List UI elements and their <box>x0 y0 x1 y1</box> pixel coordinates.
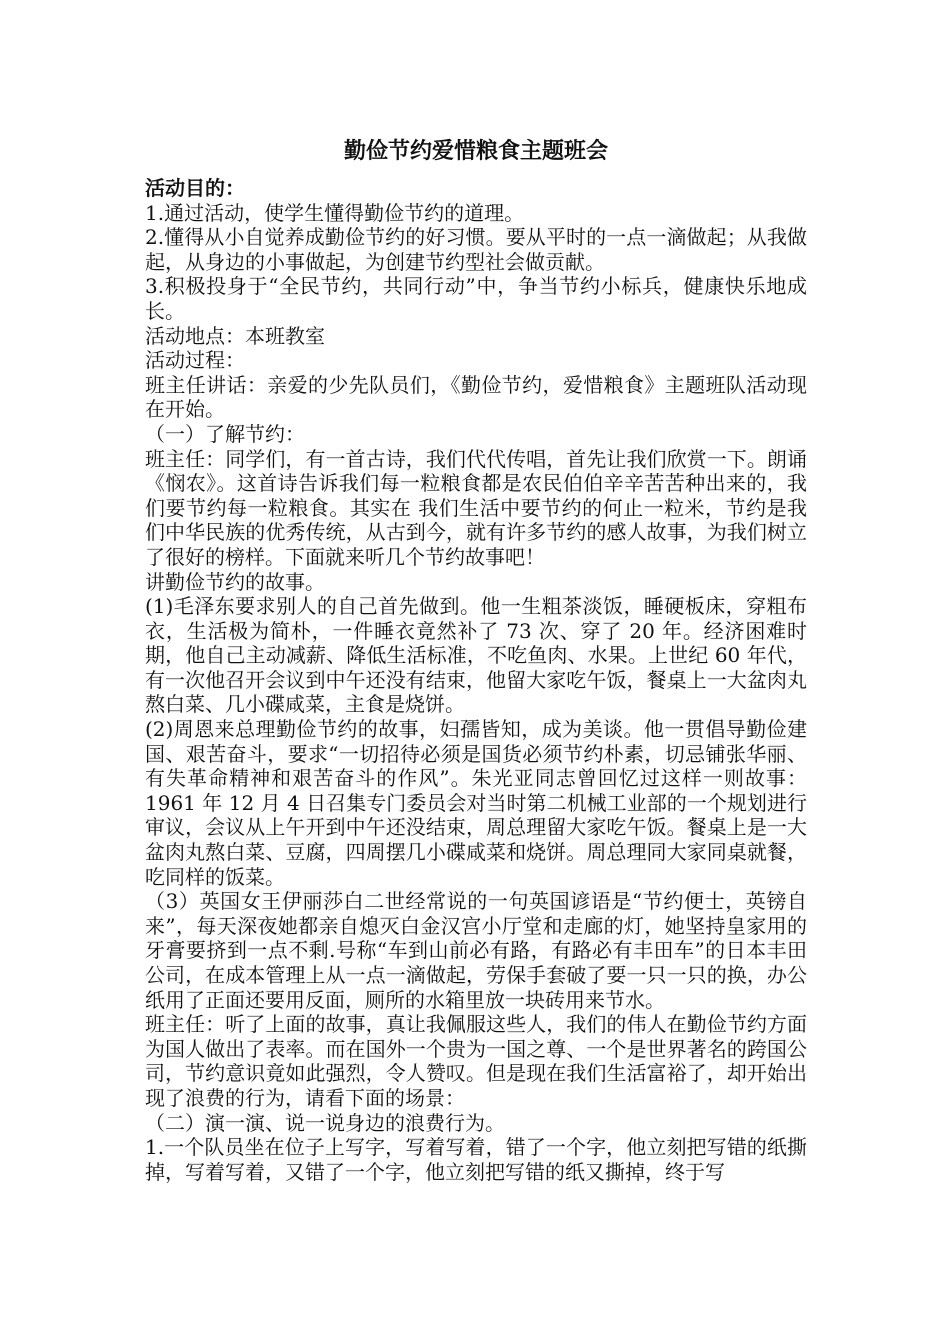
paragraph-story-1: (1)毛泽东要求别人的自己首先做到。他一生粗茶淡饭，睡硬板床，穿粗布衣，生活极为简朴，一件睡衣竟然补了 73 次、穿了 20 年。经济困难时期，他自己主动减薪、降低生活标准，不吃鱼肉、水果。上世纪 60 年代，有一次他召开会议到中午还没有结束，他留大家吃午饭，餐桌上一大盆肉丸熬白菜、几小碟咸菜，主食是烧饼。 <box>145 594 807 717</box>
paragraph-story-2: (2)周恩来总理勤俭节约的故事，妇孺皆知，成为美谈。他一贯倡导勤俭建国、艰苦奋斗，要求“一切招待必须是国货必须节约朴素，切忌铺张华丽、有失革命精神和艰苦奋斗的作风”。朱光亚同志曾回忆过这样一则故事：1961 年 12 月 4 日召集专门委员会对当时第二机械工业部的一个规划进行审议，会议从上午开到中午还没结束，周总理留大家吃午饭。餐桌上是一大盆肉丸熬白菜、豆腐，四周摆几小碟咸菜和烧饼。周总理同大家同桌就餐，吃同样的饭菜。 <box>145 717 807 889</box>
paragraph-purpose-2: 2.懂得从小自觉养成勤俭节约的好习惯。要从平时的一点一滴做起；从我做起，从身边的小事做起，为创建节约型社会做贡献。 <box>145 225 807 274</box>
paragraph-teacher-reflection: 班主任：听了上面的故事，真让我佩服这些人，我们的伟人在勤俭节约方面为国人做出了表率。而在国外一个贵为一国之尊、一个是世界著名的跨国公司，节约意识竟如此强烈，令人赞叹。但是现在我们生活富裕了，却开始出现了浪费的行为，请看下面的场景： <box>145 1012 807 1110</box>
paragraph-purpose-1: 1.通过活动，使学生懂得勤俭节约的道理。 <box>145 200 525 225</box>
paragraph-section-1-heading: （一）了解节约： <box>145 421 305 446</box>
paragraph-stories-intro: 讲勤俭节约的故事。 <box>145 569 325 594</box>
paragraph-section-2-heading: （二）演一演、说一说身边的浪费行为。 <box>145 1110 505 1135</box>
document-title: 勤俭节约爱惜粮食主题班会 <box>343 138 608 164</box>
document-body <box>145 133 807 1184</box>
paragraph-teacher-poem: 班主任：同学们，有一首古诗，我们代代传唱，首先让我们欣赏一下。朗诵《悯农》。这首诗告诉我们每一粒粮食都是农民伯伯辛辛苦苦种出来的，我们要节约每一粒粮食。其实在 我们生活中要节约的何止一粒米，节约是我们中华民族的优秀传统，从古到今，就有许多节约的感人故事，为我们树立了很好的榜样。下面就来听几个节约故事吧！ <box>145 446 807 569</box>
paragraph-purpose-heading: 活动目的： <box>145 176 245 200</box>
paragraph-location: 活动地点：本班教室 <box>145 323 325 348</box>
paragraph-teacher-opening: 班主任讲话：亲爱的少先队员们，《勤俭节约，爱惜粮食》主题班队活动现在开始。 <box>145 372 807 422</box>
paragraph-process-heading: 活动过程： <box>145 348 245 373</box>
paragraph-scene-1: 1.一个队员坐在位子上写字，写着写着，错了一个字，他立刻把写错的纸撕掉，写着写着，又错了一个字，他立刻把写错的纸又撕掉，终于写 <box>145 1135 807 1184</box>
paragraph-story-3: （3）英国女王伊丽莎白二世经常说的一句英国谚语是“节约便士，英镑自来”，每天深夜她都亲自熄灭白金汉宫小厅堂和走廊的灯，她坚持皇家用的牙膏要挤到一点不剩.号称“车到山前必有路，有路必有丰田车”的日本丰田公司，在成本管理上从一点一滴做起，劳保手套破了要一只一只的换，办公纸用了正面还要用反面，厕所的水箱里放一块砖用来节水。 <box>145 889 807 1012</box>
paragraph-purpose-3: 3.积极投身于“全民节约，共同行动”中，争当节约小标兵，健康快乐地成长。 <box>145 274 807 323</box>
